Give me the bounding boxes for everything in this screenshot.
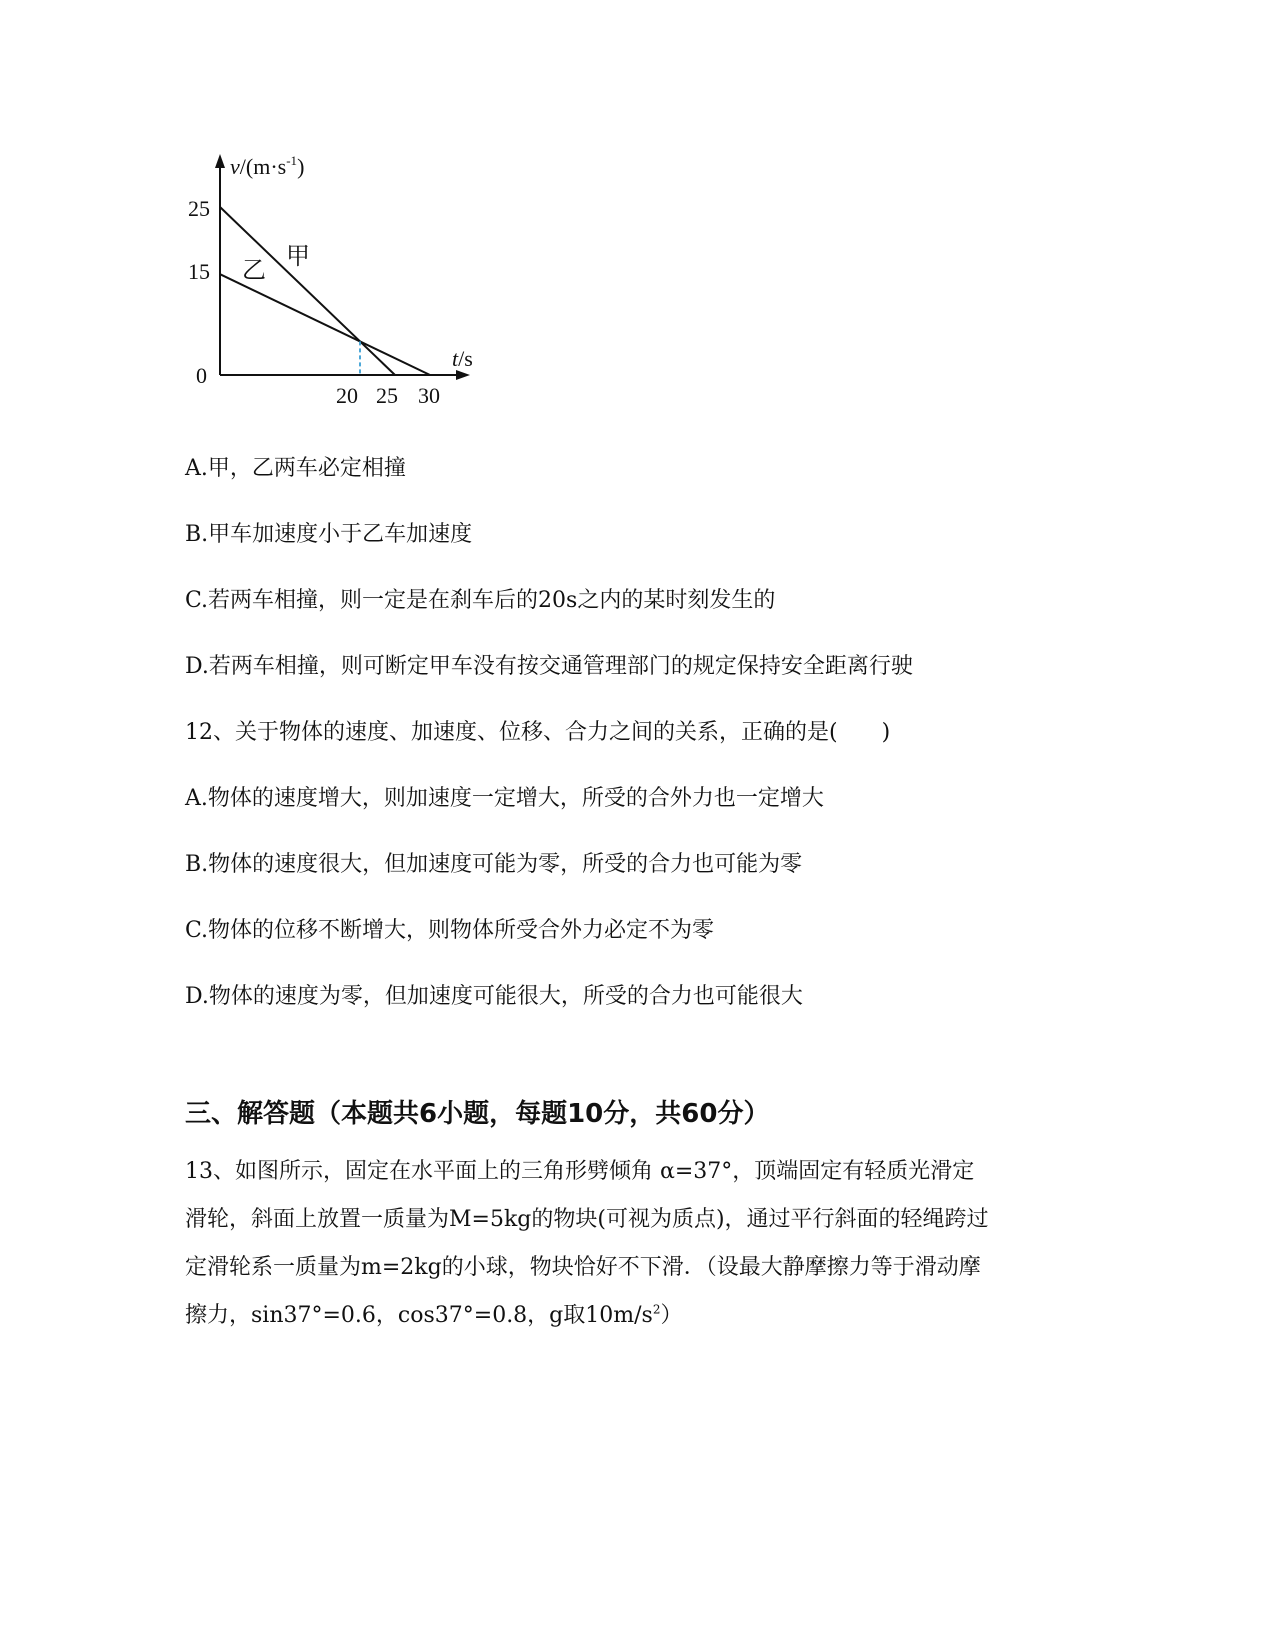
q13-line-4-exponent: 2	[652, 1302, 661, 1317]
velocity-time-graph	[170, 140, 510, 430]
x-tick-label-25: 25	[376, 383, 398, 408]
x-tick-label-30: 30	[418, 383, 440, 408]
y-axis-arrow	[215, 154, 225, 168]
q12-option-a: A.物体的速度增大，则加速度一定增大，所受的合外力也一定增大	[185, 786, 824, 811]
q12-option-c: C.物体的位移不断增大，则物体所受合外力必定不为零	[185, 918, 715, 943]
q13-line-4-main: 擦力，sin37°=0.6，cos37°=0.8，g取10m/s	[185, 1303, 653, 1328]
section-3-heading: 三、解答题（本题共6小题，每题10分，共60分）	[185, 1099, 770, 1129]
x-axis-label: t/s	[452, 346, 473, 371]
q13-line-1: 13、如图所示，固定在水平面上的三角形劈倾角 α=37°，顶端固定有轻质光滑定	[185, 1159, 975, 1184]
q12-option-b: B.物体的速度很大，但加速度可能为零，所受的合力也可能为零	[185, 852, 803, 877]
q13-line-4-close: ）	[660, 1303, 683, 1328]
q13-paragraph	[185, 1148, 1090, 1340]
q13-line-2: 滑轮，斜面上放置一质量为M=5kg的物块(可视为质点)，通过平行斜面的轻绳跨过	[185, 1207, 989, 1232]
q11-option-b: B.甲车加速度小于乙车加速度	[185, 522, 473, 547]
y-tick-label-15: 15	[188, 259, 210, 284]
series-jia-line	[220, 207, 395, 375]
x-tick-label-20: 20	[336, 383, 358, 408]
series-yi-line	[220, 274, 430, 375]
q13-line-3: 定滑轮系一质量为m=2kg的小球，物块恰好不下滑．（设最大静摩擦力等于滑动摩	[185, 1255, 981, 1280]
x-axis-arrow	[456, 370, 470, 380]
q12-stem: 12、关于物体的速度、加速度、位移、合力之间的关系，正确的是( )	[185, 720, 891, 745]
y-tick-label-25: 25	[188, 196, 210, 221]
q12-option-d: D.物体的速度为零，但加速度可能很大，所受的合力也可能很大	[185, 984, 803, 1009]
series-yi-label: 乙	[242, 258, 266, 284]
q11-option-d: D.若两车相撞，则可断定甲车没有按交通管理部门的规定保持安全距离行驶	[185, 654, 913, 679]
series-jia-label: 甲	[286, 244, 310, 270]
q13-line-4	[185, 1292, 1090, 1340]
y-axis-label: $v/(m\cdot s^{-1})$	[230, 153, 305, 179]
q11-option-c: C.若两车相撞，则一定是在刹车后的20s之内的某时刻发生的	[185, 588, 776, 613]
origin-label: 0	[196, 363, 207, 388]
q11-option-a: A.甲，乙两车必定相撞	[185, 456, 406, 481]
